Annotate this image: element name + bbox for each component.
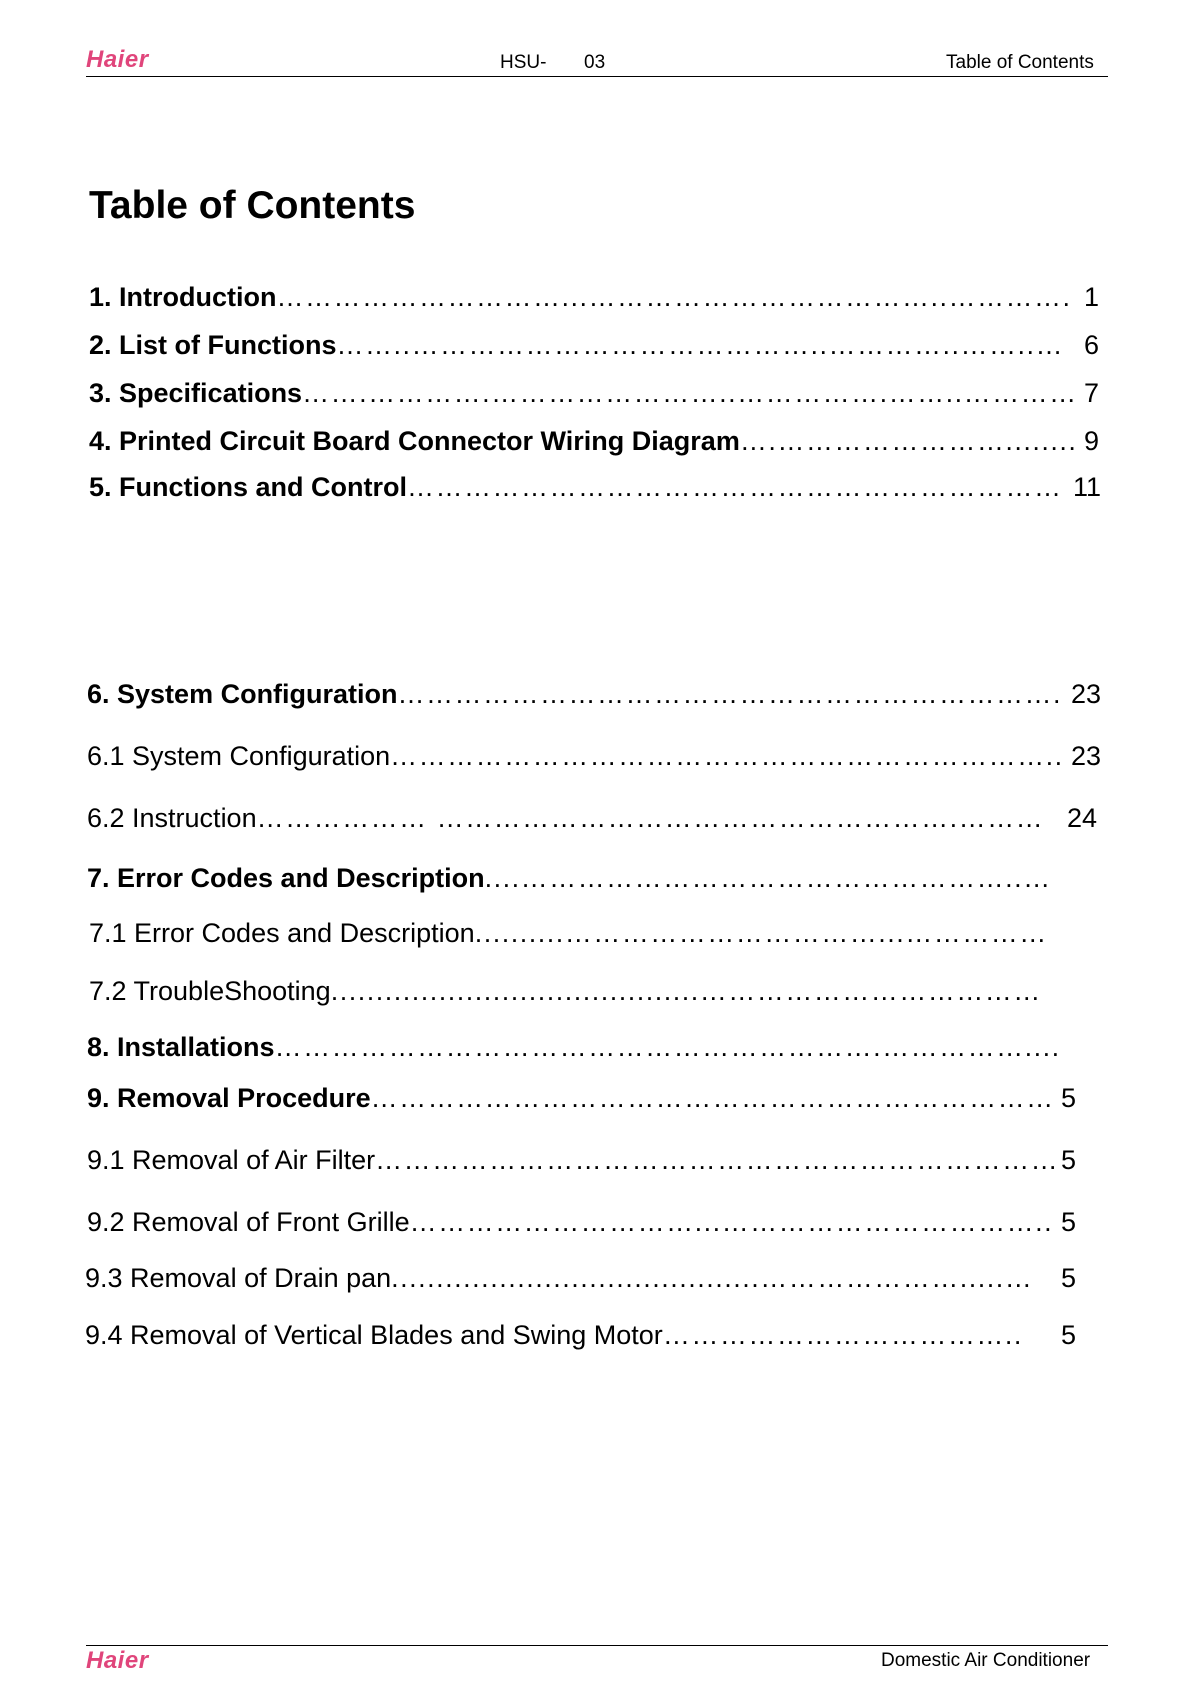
toc-entry[interactable] (87, 1083, 1076, 1114)
toc-entry-label: 1. Introduction (89, 282, 277, 312)
toc-entry-page: 7 (1083, 378, 1099, 408)
toc-entry-label: 9.4 Removal of Vertical Blades and Swing Motor (85, 1320, 663, 1350)
toc-entry[interactable] (89, 918, 1067, 949)
toc-entry[interactable] (87, 803, 1097, 834)
toc-entry-label: 2. List of Functions (89, 330, 337, 360)
toc-entry[interactable] (89, 378, 1099, 409)
toc-entry-label: 7.2 TroubleShooting (89, 976, 331, 1006)
toc-entry-page: 9 (1083, 426, 1099, 456)
toc-entry-page: 5 (1060, 1145, 1076, 1175)
toc-entry-label: 8. Installations (87, 1032, 275, 1062)
toc-entry-label: 6.1 System Configuration (87, 741, 391, 771)
model-prefix: HSU- (500, 52, 547, 73)
toc-entry[interactable] (85, 1263, 1076, 1294)
toc-entry[interactable] (87, 679, 1101, 710)
toc-entry-leader: ……………… ……………………………………………….……… (256, 803, 1045, 833)
toc-entry-label: 7. Error Codes and Description (87, 863, 485, 893)
toc-entry[interactable] (87, 1032, 1069, 1063)
toc-entry-page: 5 (1060, 1083, 1076, 1113)
toc-entry[interactable] (89, 330, 1099, 361)
header-rule (86, 76, 1108, 77)
toc-entry-page: 23 (1070, 741, 1101, 771)
toc-entry-leader: ....……………………………………………..… (484, 863, 1052, 893)
toc-entry-leader: ……………………………………………………………. (397, 679, 1063, 709)
toc-entry[interactable] (85, 1320, 1076, 1351)
toc-entry-leader: …………………………...…………………………….. (409, 1207, 1054, 1237)
toc-entry-leader: ……………………………………………………………… (375, 1145, 1060, 1175)
page-title: Table of Contents (89, 184, 416, 227)
toc-entry[interactable] (89, 282, 1099, 313)
toc-entry[interactable] (87, 863, 1067, 894)
toc-entry-label: 4. Printed Circuit Board Connector Wiring Diagram (89, 426, 740, 456)
toc-entry-leader: ….……………………........ (739, 426, 1078, 456)
toc-entry-leader: ……..……………………………………..…………..……..… (336, 330, 1065, 360)
toc-entry-leader: .........................................………………….....… (391, 1263, 1034, 1293)
toc-entry-page: 5 (1060, 1263, 1076, 1293)
toc-entry-leader: .........................................……………………………… (330, 976, 1042, 1006)
toc-entry-leader: …….………….……………………..…………….……..………… (302, 378, 1078, 408)
toc-entry-leader: …………………………...………………………………..…………. (276, 282, 1072, 312)
toc-entry-leader: …………………………………………………………….. (390, 741, 1064, 771)
toc-entry-page: 6 (1083, 330, 1099, 360)
toc-entry-label: 6. System Configuration (87, 679, 398, 709)
toc-entry-label: 3. Specifications (89, 378, 303, 408)
footer-text: Domestic Air Conditioner (881, 1650, 1091, 1671)
haier-logo: Haier (86, 46, 149, 73)
toc-entry-label: 9.1 Removal of Air Filter (87, 1145, 376, 1175)
toc-entry-page: 24 (1066, 803, 1097, 833)
toc-entry[interactable] (87, 1207, 1076, 1238)
model-number: 03 (584, 52, 606, 73)
toc-entry-page: 5 (1060, 1207, 1076, 1237)
haier-logo-footer: Haier (86, 1647, 149, 1674)
toc-entry-page: 5 (1060, 1320, 1076, 1350)
toc-entry-leader: …………………………………………………………… (407, 472, 1063, 502)
toc-entry-page: 11 (1072, 472, 1101, 502)
toc-entry-page: 1 (1083, 282, 1099, 312)
toc-entry-label: 9.3 Removal of Drain pan (85, 1263, 392, 1293)
header-section-title: Table of Contents (946, 52, 1094, 73)
footer-rule (86, 1645, 1108, 1646)
toc-entry[interactable] (87, 1145, 1076, 1176)
toc-entry-label: 7.1 Error Codes and Description (89, 918, 475, 948)
toc-entry[interactable] (89, 976, 1067, 1007)
toc-entry-label: 9.2 Removal of Front Grille (87, 1207, 410, 1237)
toc-entry[interactable] (89, 426, 1099, 457)
toc-entry-label: 5. Functions and Control (89, 472, 407, 502)
toc-entry-leader: ..........……………………………...…………… (474, 918, 1048, 948)
toc-entry-label: 9. Removal Procedure (87, 1083, 371, 1113)
toc-entry-leader: ……………………………………………………….…………….... (274, 1032, 1061, 1062)
toc-entry-label: 6.2 Instruction (87, 803, 257, 833)
toc-entry-leader: ……………………………………………………………… (370, 1083, 1055, 1113)
toc-entry-page: 23 (1070, 679, 1101, 709)
toc-entry-leader: ……………………………….. (662, 1320, 1023, 1350)
toc-entry[interactable] (89, 472, 1101, 503)
toc-entry[interactable] (87, 741, 1101, 772)
